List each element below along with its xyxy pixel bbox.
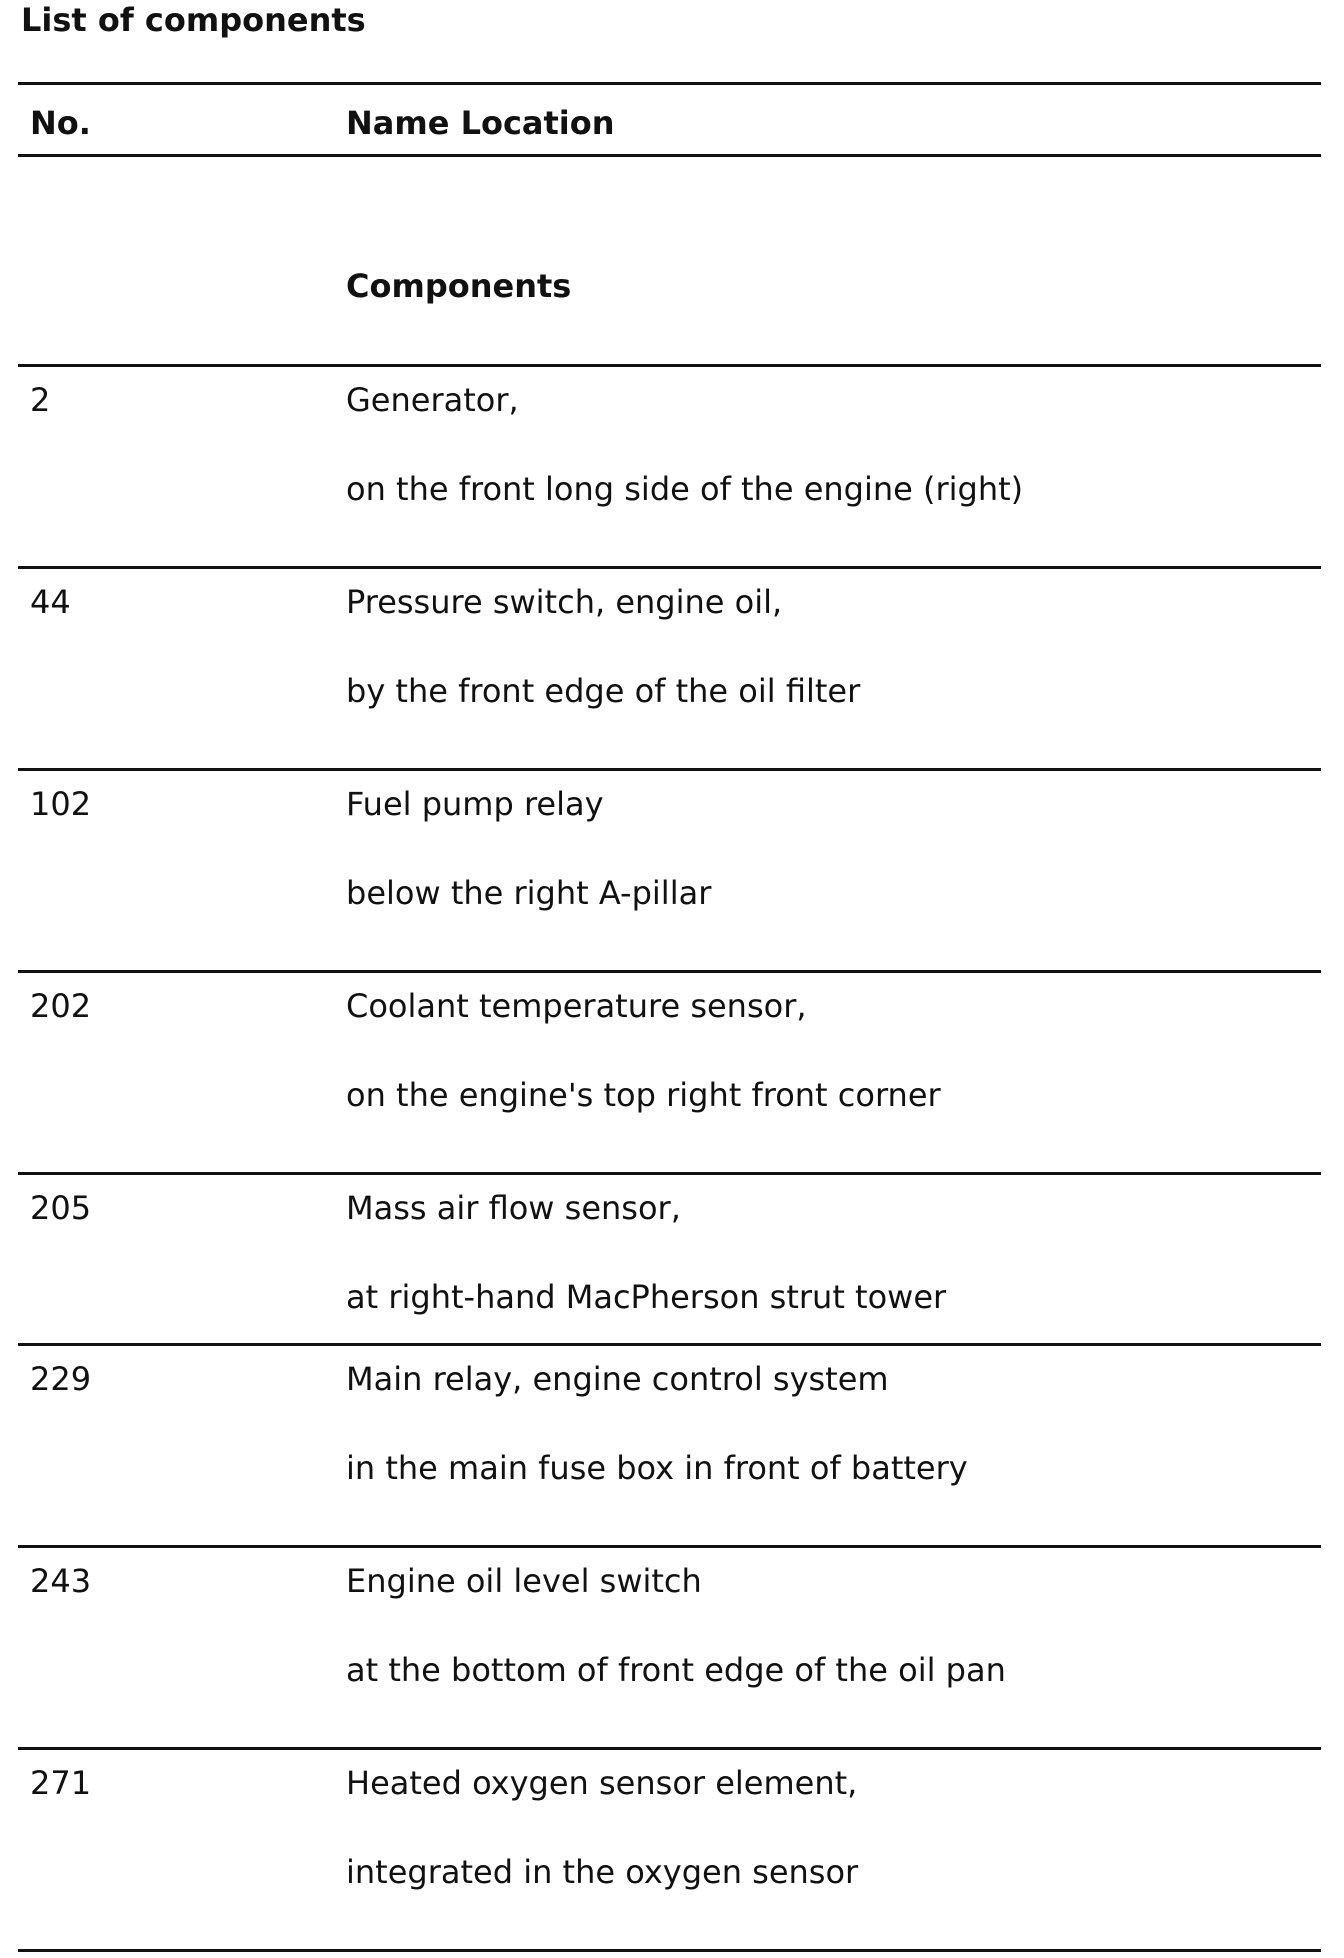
- row-number: 205: [30, 1189, 92, 1227]
- row-divider: [18, 1545, 1321, 1548]
- row-name: Pressure switch, engine oil,: [346, 583, 783, 621]
- row-name: Generator,: [346, 381, 519, 419]
- row-number: 202: [30, 987, 92, 1025]
- row-location: below the right A-pillar: [346, 874, 712, 912]
- row-name: Heated oxygen sensor element,: [346, 1764, 858, 1802]
- row-divider: [18, 566, 1321, 569]
- row-name: Engine oil level switch: [346, 1562, 702, 1600]
- row-divider: [18, 1343, 1321, 1346]
- row-location: on the engine's top right front corner: [346, 1076, 941, 1114]
- section-label: Components: [346, 267, 572, 305]
- row-name: Fuel pump relay: [346, 785, 604, 823]
- row-location: by the front edge of the oil filter: [346, 672, 861, 710]
- table-bottom-rule: [18, 1949, 1321, 1952]
- row-number: 2: [30, 381, 51, 419]
- row-divider: [18, 1172, 1321, 1175]
- header-bottom-rule: [18, 154, 1321, 157]
- table-top-rule: [18, 82, 1321, 85]
- row-number: 271: [30, 1764, 92, 1802]
- row-number: 102: [30, 785, 92, 823]
- row-divider: [18, 768, 1321, 771]
- header-name-location: Name Location: [346, 104, 615, 142]
- row-divider: [18, 364, 1321, 367]
- row-location: on the front long side of the engine (right): [346, 470, 1024, 508]
- row-location: in the main fuse box in front of battery: [346, 1449, 968, 1487]
- document-title: List of components: [21, 1, 366, 39]
- row-number: 243: [30, 1562, 92, 1600]
- row-number: 44: [30, 583, 71, 621]
- row-name: Main relay, engine control system: [346, 1360, 889, 1398]
- row-number: 229: [30, 1360, 92, 1398]
- row-divider: [18, 970, 1321, 973]
- row-name: Coolant temperature sensor,: [346, 987, 807, 1025]
- row-name: Mass air flow sensor,: [346, 1189, 681, 1227]
- row-location: integrated in the oxygen sensor: [346, 1853, 859, 1891]
- row-location: at the bottom of front edge of the oil pan: [346, 1651, 1006, 1689]
- row-location: at right-hand MacPherson strut tower: [346, 1278, 947, 1316]
- row-divider: [18, 1747, 1321, 1750]
- header-no: No.: [30, 104, 91, 142]
